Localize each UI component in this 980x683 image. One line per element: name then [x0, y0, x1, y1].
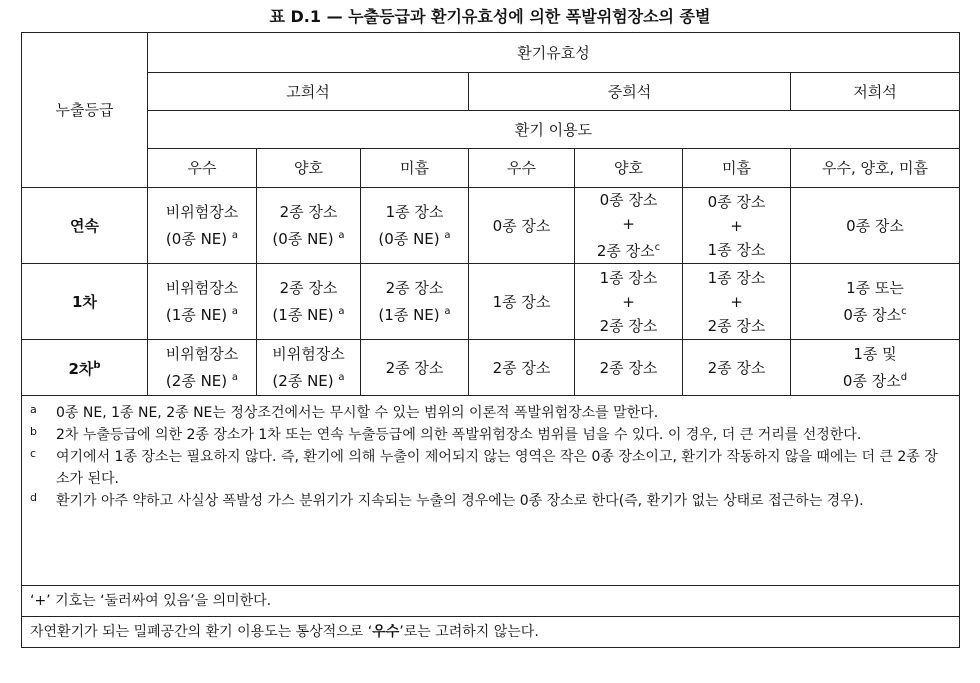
table-cell: 비위험장소 (0종 NE) $^a$	[148, 188, 257, 264]
table-cell: 1종 장소 + 2종 장소	[575, 264, 683, 340]
good-header: 우수	[148, 149, 257, 188]
table-cell: 1종 장소 (0종 NE) $^a$	[361, 188, 469, 264]
table-cell: 1종 또는 0종 장소$^c$	[791, 264, 960, 340]
table-cell: 2종 장소 (1종 NE) $^a$	[361, 264, 469, 340]
table-cell: 0종 장소	[469, 188, 575, 264]
grade-continuous: 연속	[22, 188, 148, 264]
table-cell: 2종 장소	[361, 340, 469, 396]
footnotes-block	[22, 396, 960, 586]
footnote: d 환기가 아주 약하고 사실상 폭발성 가스 분위기가 지속되는 누출의 경우에는 0종 장소로 한다(즉, 환기가 없는 상태로 접근하는 경우).	[30, 491, 864, 509]
table-cell: 2종 장소	[469, 340, 575, 396]
table-cell: 2종 장소	[575, 340, 683, 396]
medium-dilution-header: 중희석	[469, 73, 791, 111]
footnote: a 0종 NE, 1종 NE, 2종 NE는 정상조건에서는 무시할 수 있는 범위의 이론적 폭발위험장소를 말한다.	[30, 403, 659, 421]
good-header: 우수	[469, 149, 575, 188]
vent-effectiveness-header: 환기유효성	[148, 33, 960, 73]
table-cell: 비위험장소 (2종 NE) $^a$	[257, 340, 361, 396]
table-cell: 1종 및 0종 장소$^d$	[791, 340, 960, 396]
table-cell: 2종 장소 (0종 NE) $^a$	[257, 188, 361, 264]
all-header: 우수, 양호, 미흡	[791, 149, 960, 188]
table-cell: 비위험장소 (1종 NE) $^a$	[148, 264, 257, 340]
table-cell: 0종 장소	[791, 188, 960, 264]
table-cell: 비위험장소 (2종 NE) $^a$	[148, 340, 257, 396]
table-cell: 1종 장소 + 2종 장소	[683, 264, 791, 340]
footnote: b 2차 누출등급에 의한 2종 장소가 1차 또는 연속 누출등급에 의한 폭발위험장소 범위를 넘을 수 있다. 이 경우, 더 큰 거리를 선정한다.	[30, 425, 862, 443]
note-plus-symbol: ‘+’ 기호는 ‘둘러싸여 있음’을 의미한다.	[22, 586, 960, 617]
grade-primary: 1차	[22, 264, 148, 340]
poor-header: 미흡	[683, 149, 791, 188]
note-natural-ventilation: 자연환기가 되는 밀폐공간의 환기 이용도는 통상적으로 ‘우수’로는 고려하지 않는다.	[22, 617, 960, 648]
table-cell: 2종 장소 (1종 NE) $^a$	[257, 264, 361, 340]
release-grade-header: 누출등급	[22, 33, 148, 188]
fair-header: 양호	[575, 149, 683, 188]
footnote: c 여기에서 1종 장소는 필요하지 않다. 즉, 환기에 의해 누출이 제어되지 않는 영역은 작은 0종 장소이고, 환기가 작동하지 않을 때에는 더 큰 2종 장소가 된다.	[30, 447, 938, 487]
grade-secondary: 2차$^b$	[22, 340, 148, 396]
high-dilution-header: 고희석	[148, 73, 469, 111]
classification-table	[21, 32, 960, 648]
availability-header: 환기 이용도	[148, 111, 960, 149]
low-dilution-header: 저희석	[791, 73, 960, 111]
poor-header: 미흡	[361, 149, 469, 188]
table-cell: 0종 장소 + 2종 장소$^c$	[575, 188, 683, 264]
table-cell: 1종 장소	[469, 264, 575, 340]
table-cell: 2종 장소	[683, 340, 791, 396]
table-cell: 0종 장소 + 1종 장소	[683, 188, 791, 264]
fair-header: 양호	[257, 149, 361, 188]
table-title: 표 D.1 — 누출등급과 환기유효성에 의한 폭발위험장소의 종별	[269, 7, 711, 26]
